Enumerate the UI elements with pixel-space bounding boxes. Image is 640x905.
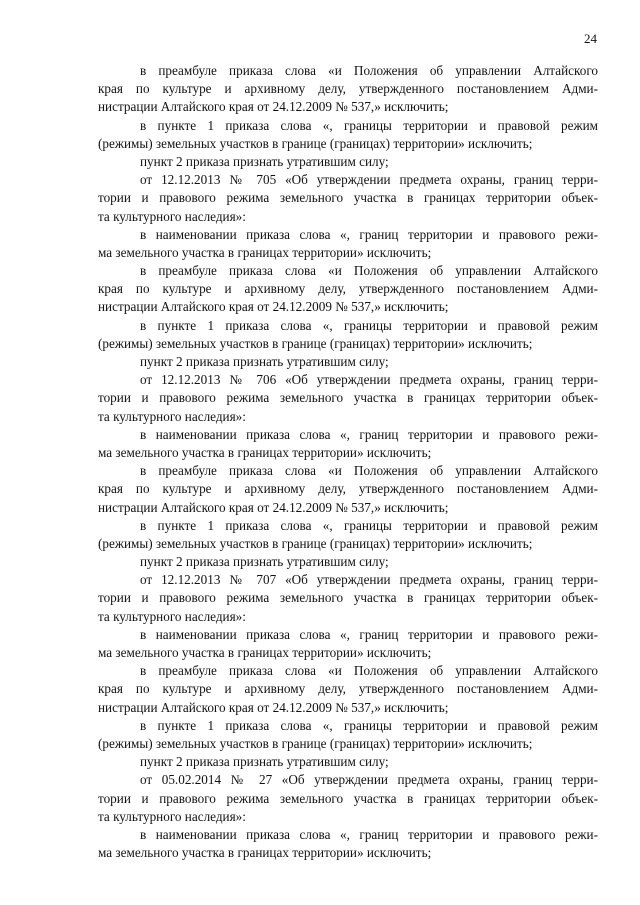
paragraph-line: нистрации Алтайского края от 24.12.2009 № 537,» исключить; (98, 699, 449, 715)
paragraph-line: (режимы) земельных участков в границе (границах) территории» исключить; (98, 335, 533, 351)
paragraph-line: ма земельного участка в границах территории» исключить; (98, 244, 432, 260)
paragraph-line: от 12.12.2013 № 707 «Об утверждении предмета охраны, границ терри- (140, 572, 598, 588)
paragraph-line: пункт 2 приказа признать утратившим силу; (140, 153, 389, 169)
paragraph (98, 426, 598, 462)
paragraph (98, 262, 598, 317)
paragraph-line: тории и правового режима земельного участка в границах территории объек- (98, 790, 598, 806)
page-number: 24 (584, 31, 597, 46)
paragraph (98, 117, 598, 153)
paragraph (98, 171, 598, 226)
paragraph-line: (режимы) земельных участков в границе (границах) территории» исключить; (98, 735, 533, 751)
paragraph (98, 771, 598, 826)
paragraph-line: края по культуре и архивному делу, утвержденного постановлением Адми- (98, 81, 598, 97)
paragraph-line: пункт 2 приказа признать утратившим силу; (140, 754, 389, 770)
paragraph-line: края по культуре и архивному делу, утвержденного постановлением Адми- (98, 481, 598, 497)
paragraph-line: та культурного наследия»: (98, 808, 246, 824)
paragraph (98, 826, 598, 862)
paragraph-line: в пункте 1 приказа слова «, границы территории и правовой режим (140, 117, 598, 133)
paragraph-line: края по культуре и архивному делу, утвержденного постановлением Адми- (98, 681, 598, 697)
paragraph (98, 717, 598, 753)
paragraph (98, 371, 598, 426)
paragraph-line: (режимы) земельных участков в границе (границах) территории» исключить; (98, 135, 533, 151)
paragraph-line: в пункте 1 приказа слова «, границы территории и правовой режим (140, 317, 598, 333)
paragraph (98, 553, 598, 571)
paragraph-line: нистрации Алтайского края от 24.12.2009 № 537,» исключить; (98, 499, 449, 515)
document-body (98, 62, 598, 862)
paragraph (98, 462, 598, 517)
paragraph-line: в преамбуле приказа слова «и Положения об управлении Алтайского (140, 463, 598, 479)
paragraph-line: в наименовании приказа слова «, границ территории и правового режи- (140, 626, 598, 642)
paragraph (98, 317, 598, 353)
paragraph-line: в наименовании приказа слова «, границ территории и правового режи- (140, 426, 598, 442)
paragraph-line: от 12.12.2013 № 705 «Об утверждении предмета охраны, границ терри- (140, 172, 598, 188)
paragraph-line: в преамбуле приказа слова «и Положения об управлении Алтайского (140, 263, 598, 279)
paragraph-line: в наименовании приказа слова «, границ территории и правового режи- (140, 226, 598, 242)
paragraph-line: от 05.02.2014 № 27 «Об утверждении предмета охраны, границ терри- (140, 772, 598, 788)
paragraph-line: в преамбуле приказа слова «и Положения об управлении Алтайского (140, 63, 598, 78)
paragraph (98, 571, 598, 626)
paragraph-line: в преамбуле приказа слова «и Положения об управлении Алтайского (140, 663, 598, 679)
paragraph (98, 153, 598, 171)
paragraph-line: от 12.12.2013 № 706 «Об утверждении предмета охраны, границ терри- (140, 372, 598, 388)
paragraph-line: тории и правового режима земельного участка в границах территории объек- (98, 590, 598, 606)
paragraph (98, 226, 598, 262)
paragraph-line: нистрации Алтайского края от 24.12.2009 № 537,» исключить; (98, 299, 449, 315)
paragraph-line: в пункте 1 приказа слова «, границы территории и правовой режим (140, 517, 598, 533)
paragraph (98, 517, 598, 553)
paragraph-line: нистрации Алтайского края от 24.12.2009 № 537,» исключить; (98, 99, 449, 115)
paragraph-line: ма земельного участка в границах территории» исключить; (98, 845, 432, 861)
paragraph-line: та культурного наследия»: (98, 608, 246, 624)
paragraph-line: в наименовании приказа слова «, границ территории и правового режи- (140, 826, 598, 842)
paragraph (98, 62, 598, 117)
paragraph-line: та культурного наследия»: (98, 208, 246, 224)
paragraph (98, 662, 598, 717)
paragraph-line: ма земельного участка в границах территории» исключить; (98, 444, 432, 460)
paragraph-line: (режимы) земельных участков в границе (границах) территории» исключить; (98, 535, 533, 551)
paragraph-line: тории и правового режима земельного участка в границах территории объек- (98, 190, 598, 206)
paragraph (98, 353, 598, 371)
paragraph-line: ма земельного участка в границах территории» исключить; (98, 645, 432, 660)
paragraph (98, 626, 598, 662)
paragraph-line: в пункте 1 приказа слова «, границы территории и правовой режим (140, 717, 598, 733)
paragraph-line: пункт 2 приказа признать утратившим силу; (140, 554, 389, 570)
paragraph-line: тории и правового режима земельного участка в границах территории объек- (98, 390, 598, 406)
paragraph-line: края по культуре и архивному делу, утвержденного постановлением Адми- (98, 281, 598, 297)
paragraph-line: пункт 2 приказа признать утратившим силу; (140, 354, 389, 369)
paragraph (98, 753, 598, 771)
paragraph-line: та культурного наследия»: (98, 408, 246, 424)
